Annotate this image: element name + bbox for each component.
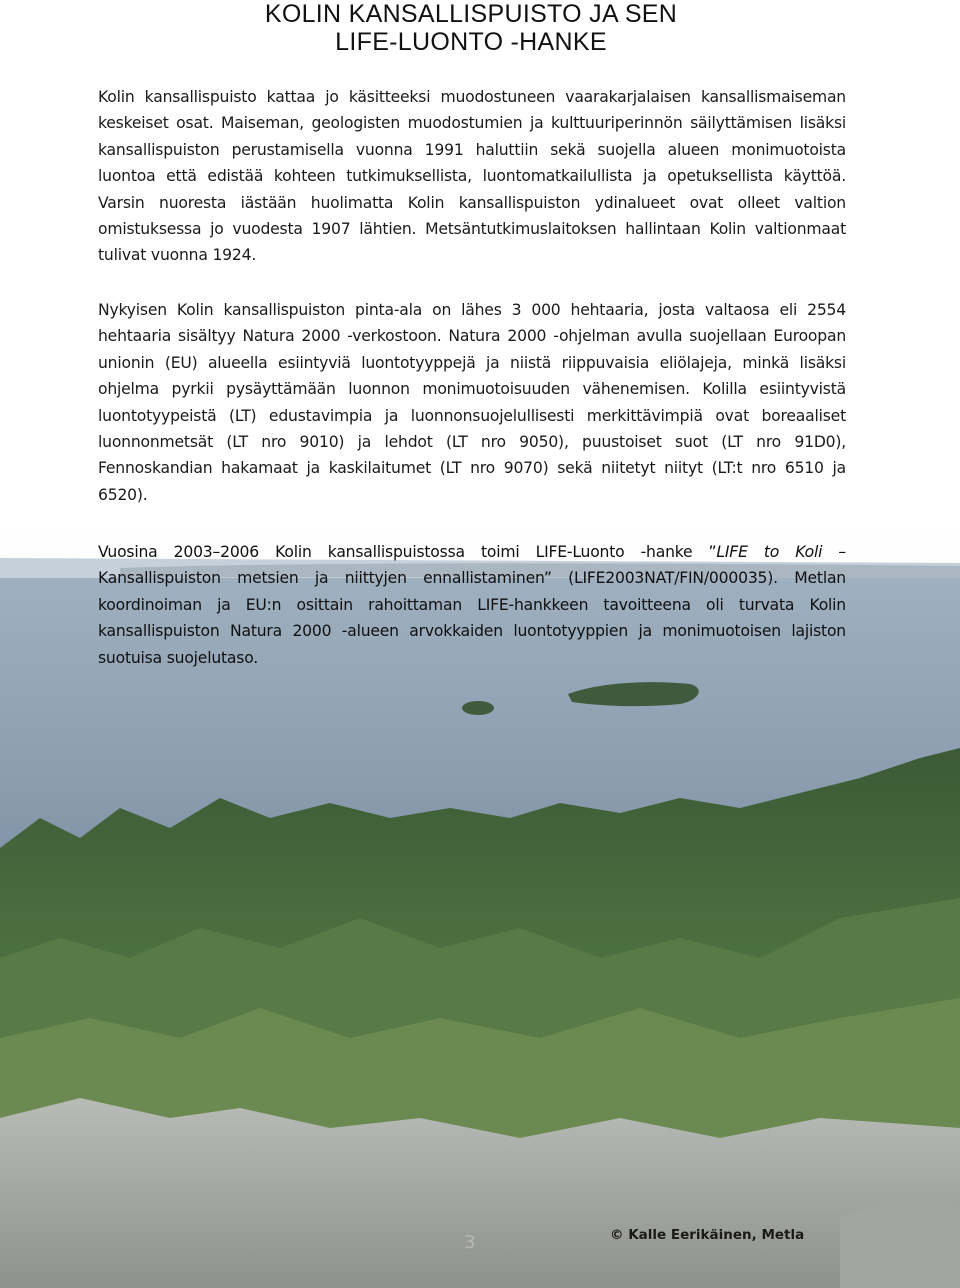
paragraph-intro: Kolin kansallispuisto kattaa jo käsitteeksi muodostuneen vaarakarjalaisen kansallismaiseman keskeiset osat. Maiseman, geologisten muodostumien ja kulttuuriperinnön säilyttämisen lisäksi kansallispuiston perustamisella vuonna 1991 haluttiin sekä suojella alueen monimuotoista luontoa että edistää kohteen tutkimuksellista, luontomatkailullista ja opetuksellista käyttöä. Varsin nuoresta iästään huolimatta Kolin kansallispuiston ydinalueet ovat olleet valtion omistuksessa jo vuodesta 1907 lähtien. Metsäntutkimuslaitoksen hallintaan Kolin valtionmaat tulivat vuonna 1924.: [98, 88, 846, 265]
paragraph-life-text-end: – Kansallispuiston metsien ja niittyjen ennallistaminen” (LIFE2003NAT/FIN/000035). Metlan koordinoiman ja EU:n osittain rahoittaman LIFE-hankkeen tavoitteena oli turvata Kolin kansallispuiston Natura 2000 -alueen arvokkaiden luontotyyppien ja monimuotoisen lajiston suotuisa suojelutaso.: [98, 543, 846, 667]
page-number: 3: [464, 1232, 476, 1253]
photo-credit: © Kalle Eerikäinen, Metla: [610, 1227, 805, 1243]
paragraph-life-project: [98, 539, 846, 671]
paragraph-life-text-start: Vuosina 2003–2006 Kolin kansallispuistossa toimi LIFE-Luonto -hanke ”: [98, 543, 717, 561]
title-line-1: KOLIN KANSALLISPUISTO JA SEN: [264, 0, 678, 28]
page-title: [100, 0, 842, 56]
paragraph-natura: Nykyisen Kolin kansallispuiston pinta-ala on lähes 3 000 hehtaaria, josta valtaosa eli 2554 hehtaaria sisältyy Natura 2000 -verkostoon. Natura 2000 -ohjelman avulla suojellaan Euroopan unionin (EU) alueella esiintyviä luontotyyppejä ja niistä riippuvaisia eliölajeja, minkä lisäksi ohjelma pyrkii pysäyttämään luonnon monimuotoisuuden vähenemisen. Kolilla esiintyvistä luontotyypeistä (LT) edustavimpia ja luonnonsuojelullisesti merkittävimpiä ovat boreaaliset luonnonmetsät (LT nro 9010) ja lehdot (LT nro 9050), puustoiset suot (LT nro 91D0), Fennoskandian hakamaat ja kaskilaitumet (LT nro 9070) sekä niitetyt niityt (LT:t nro 6510 ja 6520).: [98, 301, 846, 504]
title-line-2: LIFE-LUONTO -HANKE: [335, 28, 607, 56]
project-name-italic: LIFE to Koli: [716, 543, 823, 561]
